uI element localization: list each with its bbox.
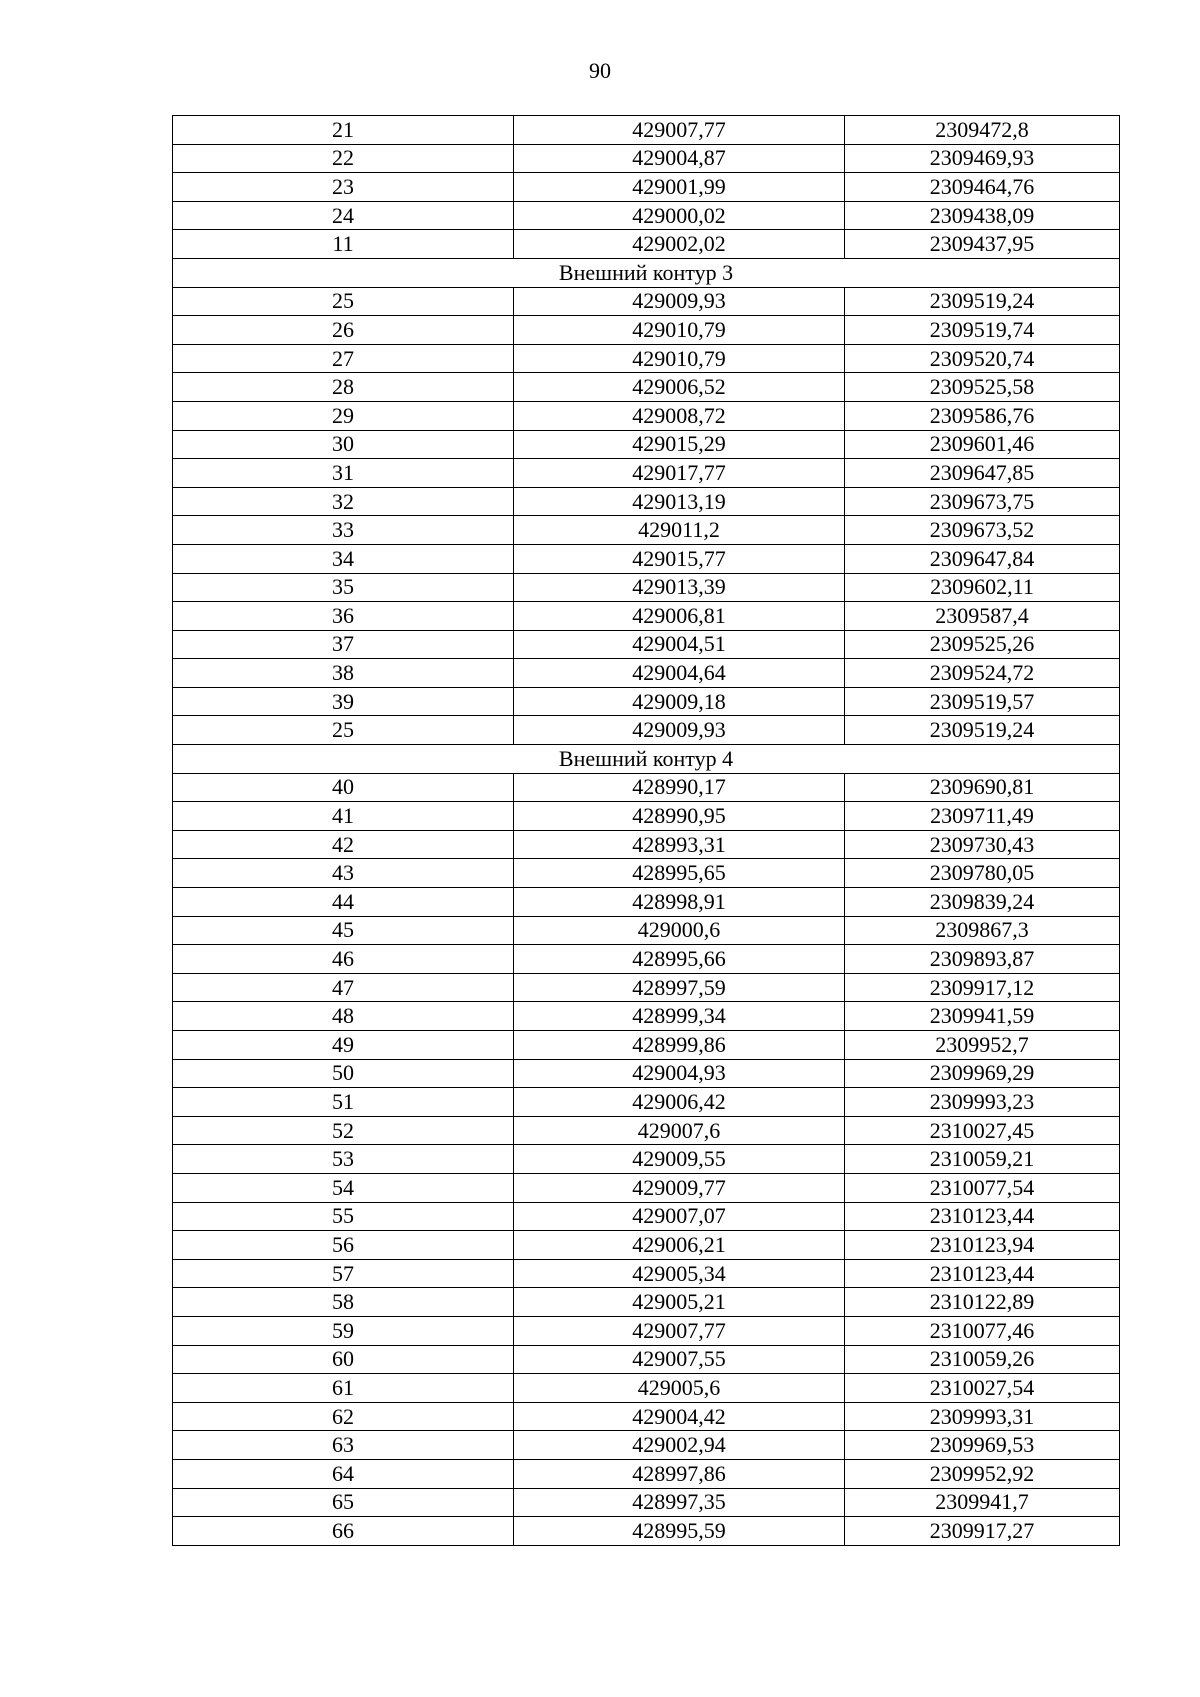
x-coordinate-cell: 429006,81 <box>514 602 845 631</box>
y-coordinate-cell: 2310123,44 <box>845 1202 1120 1231</box>
x-coordinate-cell: 429009,93 <box>514 287 845 316</box>
point-number-cell: 24 <box>173 201 514 230</box>
y-coordinate-cell: 2309941,59 <box>845 1002 1120 1031</box>
page-number: 90 <box>589 58 611 83</box>
y-coordinate-cell: 2309437,95 <box>845 230 1120 259</box>
x-coordinate-cell: 428997,59 <box>514 973 845 1002</box>
table-row <box>173 716 1120 745</box>
table-row <box>173 1517 1120 1546</box>
y-coordinate-cell: 2309969,53 <box>845 1431 1120 1460</box>
y-coordinate-cell: 2309602,11 <box>845 573 1120 602</box>
x-coordinate-cell: 428995,59 <box>514 1517 845 1546</box>
point-number-cell: 57 <box>173 1259 514 1288</box>
x-coordinate-cell: 429010,79 <box>514 344 845 373</box>
table-row <box>173 230 1120 259</box>
y-coordinate-cell: 2310077,54 <box>845 1173 1120 1202</box>
point-number-cell: 40 <box>173 773 514 802</box>
x-coordinate-cell: 429000,02 <box>514 201 845 230</box>
point-number-cell: 48 <box>173 1002 514 1031</box>
x-coordinate-cell: 428997,35 <box>514 1488 845 1517</box>
point-number-cell: 21 <box>173 116 514 145</box>
point-number-cell: 58 <box>173 1288 514 1317</box>
y-coordinate-cell: 2309952,92 <box>845 1459 1120 1488</box>
table-row <box>173 201 1120 230</box>
table-row <box>173 1002 1120 1031</box>
point-number-cell: 26 <box>173 316 514 345</box>
table-row <box>173 430 1120 459</box>
x-coordinate-cell: 429005,21 <box>514 1288 845 1317</box>
x-coordinate-cell: 428993,31 <box>514 830 845 859</box>
table-row <box>173 859 1120 888</box>
x-coordinate-cell: 429005,34 <box>514 1259 845 1288</box>
x-coordinate-cell: 428999,86 <box>514 1031 845 1060</box>
point-number-cell: 49 <box>173 1031 514 1060</box>
point-number-cell: 46 <box>173 945 514 974</box>
point-number-cell: 54 <box>173 1173 514 1202</box>
y-coordinate-cell: 2310077,46 <box>845 1316 1120 1345</box>
x-coordinate-cell: 429009,55 <box>514 1145 845 1174</box>
table-row <box>173 516 1120 545</box>
x-coordinate-cell: 429004,93 <box>514 1059 845 1088</box>
y-coordinate-cell: 2309647,84 <box>845 544 1120 573</box>
y-coordinate-cell: 2309519,24 <box>845 287 1120 316</box>
y-coordinate-cell: 2309472,8 <box>845 116 1120 145</box>
y-coordinate-cell: 2309519,74 <box>845 316 1120 345</box>
table-row <box>173 373 1120 402</box>
y-coordinate-cell: 2309524,72 <box>845 659 1120 688</box>
y-coordinate-cell: 2309673,75 <box>845 487 1120 516</box>
x-coordinate-cell: 429007,55 <box>514 1345 845 1374</box>
point-number-cell: 50 <box>173 1059 514 1088</box>
point-number-cell: 56 <box>173 1231 514 1260</box>
point-number-cell: 28 <box>173 373 514 402</box>
coordinates-table <box>172 115 1120 1546</box>
table-row <box>173 888 1120 917</box>
y-coordinate-cell: 2310027,54 <box>845 1374 1120 1403</box>
x-coordinate-cell: 429002,94 <box>514 1431 845 1460</box>
point-number-cell: 53 <box>173 1145 514 1174</box>
coordinates-table-body <box>173 116 1120 1546</box>
point-number-cell: 30 <box>173 430 514 459</box>
table-row <box>173 344 1120 373</box>
table-row <box>173 1145 1120 1174</box>
table-row <box>173 830 1120 859</box>
y-coordinate-cell: 2309519,57 <box>845 687 1120 716</box>
x-coordinate-cell: 429006,21 <box>514 1231 845 1260</box>
y-coordinate-cell: 2309993,31 <box>845 1402 1120 1431</box>
table-row <box>173 544 1120 573</box>
point-number-cell: 41 <box>173 802 514 831</box>
point-number-cell: 66 <box>173 1517 514 1546</box>
table-row <box>173 1488 1120 1517</box>
section-title: Внешний контур 4 <box>173 745 1120 774</box>
y-coordinate-cell: 2310123,44 <box>845 1259 1120 1288</box>
table-row <box>173 144 1120 173</box>
x-coordinate-cell: 429004,42 <box>514 1402 845 1431</box>
x-coordinate-cell: 429007,6 <box>514 1116 845 1145</box>
y-coordinate-cell: 2309438,09 <box>845 201 1120 230</box>
y-coordinate-cell: 2310122,89 <box>845 1288 1120 1317</box>
table-row <box>173 973 1120 1002</box>
table-row <box>173 1173 1120 1202</box>
point-number-cell: 25 <box>173 716 514 745</box>
point-number-cell: 33 <box>173 516 514 545</box>
x-coordinate-cell: 428990,95 <box>514 802 845 831</box>
x-coordinate-cell: 428995,65 <box>514 859 845 888</box>
y-coordinate-cell: 2309601,46 <box>845 430 1120 459</box>
y-coordinate-cell: 2310059,21 <box>845 1145 1120 1174</box>
y-coordinate-cell: 2309893,87 <box>845 945 1120 974</box>
x-coordinate-cell: 429009,18 <box>514 687 845 716</box>
table-row <box>173 945 1120 974</box>
table-row <box>173 1345 1120 1374</box>
table-row <box>173 287 1120 316</box>
point-number-cell: 31 <box>173 459 514 488</box>
point-number-cell: 51 <box>173 1088 514 1117</box>
table-row <box>173 1259 1120 1288</box>
y-coordinate-cell: 2309647,85 <box>845 459 1120 488</box>
point-number-cell: 65 <box>173 1488 514 1517</box>
point-number-cell: 59 <box>173 1316 514 1345</box>
x-coordinate-cell: 429001,99 <box>514 173 845 202</box>
table-row <box>173 1459 1120 1488</box>
y-coordinate-cell: 2309780,05 <box>845 859 1120 888</box>
table-row <box>173 1316 1120 1345</box>
x-coordinate-cell: 428997,86 <box>514 1459 845 1488</box>
table-row <box>173 687 1120 716</box>
x-coordinate-cell: 429013,39 <box>514 573 845 602</box>
table-row <box>173 1202 1120 1231</box>
point-number-cell: 55 <box>173 1202 514 1231</box>
y-coordinate-cell: 2309839,24 <box>845 888 1120 917</box>
point-number-cell: 29 <box>173 401 514 430</box>
table-row <box>173 1116 1120 1145</box>
x-coordinate-cell: 429008,72 <box>514 401 845 430</box>
table-row <box>173 602 1120 631</box>
point-number-cell: 61 <box>173 1374 514 1403</box>
point-number-cell: 36 <box>173 602 514 631</box>
x-coordinate-cell: 429004,87 <box>514 144 845 173</box>
point-number-cell: 44 <box>173 888 514 917</box>
y-coordinate-cell: 2309673,52 <box>845 516 1120 545</box>
x-coordinate-cell: 429017,77 <box>514 459 845 488</box>
point-number-cell: 37 <box>173 630 514 659</box>
table-row <box>173 173 1120 202</box>
y-coordinate-cell: 2309917,27 <box>845 1517 1120 1546</box>
x-coordinate-cell: 429002,02 <box>514 230 845 259</box>
x-coordinate-cell: 429015,29 <box>514 430 845 459</box>
x-coordinate-cell: 429004,51 <box>514 630 845 659</box>
y-coordinate-cell: 2309917,12 <box>845 973 1120 1002</box>
table-row <box>173 916 1120 945</box>
point-number-cell: 47 <box>173 973 514 1002</box>
table-row <box>173 573 1120 602</box>
y-coordinate-cell: 2309993,23 <box>845 1088 1120 1117</box>
x-coordinate-cell: 429004,64 <box>514 659 845 688</box>
point-number-cell: 60 <box>173 1345 514 1374</box>
x-coordinate-cell: 429005,6 <box>514 1374 845 1403</box>
table-row <box>173 459 1120 488</box>
x-coordinate-cell: 428995,66 <box>514 945 845 974</box>
x-coordinate-cell: 429013,19 <box>514 487 845 516</box>
y-coordinate-cell: 2309952,7 <box>845 1031 1120 1060</box>
point-number-cell: 42 <box>173 830 514 859</box>
x-coordinate-cell: 429007,07 <box>514 1202 845 1231</box>
point-number-cell: 43 <box>173 859 514 888</box>
x-coordinate-cell: 429007,77 <box>514 1316 845 1345</box>
section-header-row <box>173 745 1120 774</box>
x-coordinate-cell: 428990,17 <box>514 773 845 802</box>
table-row <box>173 659 1120 688</box>
y-coordinate-cell: 2310123,94 <box>845 1231 1120 1260</box>
x-coordinate-cell: 429007,77 <box>514 116 845 145</box>
point-number-cell: 27 <box>173 344 514 373</box>
point-number-cell: 35 <box>173 573 514 602</box>
y-coordinate-cell: 2309525,58 <box>845 373 1120 402</box>
y-coordinate-cell: 2309464,76 <box>845 173 1120 202</box>
section-header-row <box>173 258 1120 287</box>
table-row <box>173 773 1120 802</box>
table-row <box>173 116 1120 145</box>
point-number-cell: 22 <box>173 144 514 173</box>
table-row <box>173 802 1120 831</box>
y-coordinate-cell: 2309730,43 <box>845 830 1120 859</box>
point-number-cell: 45 <box>173 916 514 945</box>
table-row <box>173 1031 1120 1060</box>
y-coordinate-cell: 2309711,49 <box>845 802 1120 831</box>
x-coordinate-cell: 429009,93 <box>514 716 845 745</box>
y-coordinate-cell: 2309690,81 <box>845 773 1120 802</box>
point-number-cell: 38 <box>173 659 514 688</box>
table-row <box>173 1088 1120 1117</box>
y-coordinate-cell: 2309525,26 <box>845 630 1120 659</box>
y-coordinate-cell: 2309941,7 <box>845 1488 1120 1517</box>
point-number-cell: 63 <box>173 1431 514 1460</box>
point-number-cell: 11 <box>173 230 514 259</box>
table-row <box>173 1402 1120 1431</box>
y-coordinate-cell: 2310059,26 <box>845 1345 1120 1374</box>
point-number-cell: 39 <box>173 687 514 716</box>
y-coordinate-cell: 2309587,4 <box>845 602 1120 631</box>
x-coordinate-cell: 429000,6 <box>514 916 845 945</box>
point-number-cell: 62 <box>173 1402 514 1431</box>
x-coordinate-cell: 429006,52 <box>514 373 845 402</box>
y-coordinate-cell: 2309586,76 <box>845 401 1120 430</box>
point-number-cell: 32 <box>173 487 514 516</box>
y-coordinate-cell: 2309969,29 <box>845 1059 1120 1088</box>
y-coordinate-cell: 2309469,93 <box>845 144 1120 173</box>
table-row <box>173 1059 1120 1088</box>
table-row <box>173 316 1120 345</box>
table-row <box>173 1374 1120 1403</box>
point-number-cell: 23 <box>173 173 514 202</box>
y-coordinate-cell: 2309867,3 <box>845 916 1120 945</box>
y-coordinate-cell: 2310027,45 <box>845 1116 1120 1145</box>
y-coordinate-cell: 2309520,74 <box>845 344 1120 373</box>
section-title: Внешний контур 3 <box>173 258 1120 287</box>
x-coordinate-cell: 428998,91 <box>514 888 845 917</box>
point-number-cell: 25 <box>173 287 514 316</box>
point-number-cell: 52 <box>173 1116 514 1145</box>
point-number-cell: 64 <box>173 1459 514 1488</box>
x-coordinate-cell: 429011,2 <box>514 516 845 545</box>
x-coordinate-cell: 428999,34 <box>514 1002 845 1031</box>
x-coordinate-cell: 429015,77 <box>514 544 845 573</box>
table-row <box>173 401 1120 430</box>
table-row <box>173 1231 1120 1260</box>
x-coordinate-cell: 429009,77 <box>514 1173 845 1202</box>
x-coordinate-cell: 429006,42 <box>514 1088 845 1117</box>
point-number-cell: 34 <box>173 544 514 573</box>
table-row <box>173 1288 1120 1317</box>
x-coordinate-cell: 429010,79 <box>514 316 845 345</box>
table-row <box>173 630 1120 659</box>
table-row <box>173 487 1120 516</box>
table-row <box>173 1431 1120 1460</box>
y-coordinate-cell: 2309519,24 <box>845 716 1120 745</box>
